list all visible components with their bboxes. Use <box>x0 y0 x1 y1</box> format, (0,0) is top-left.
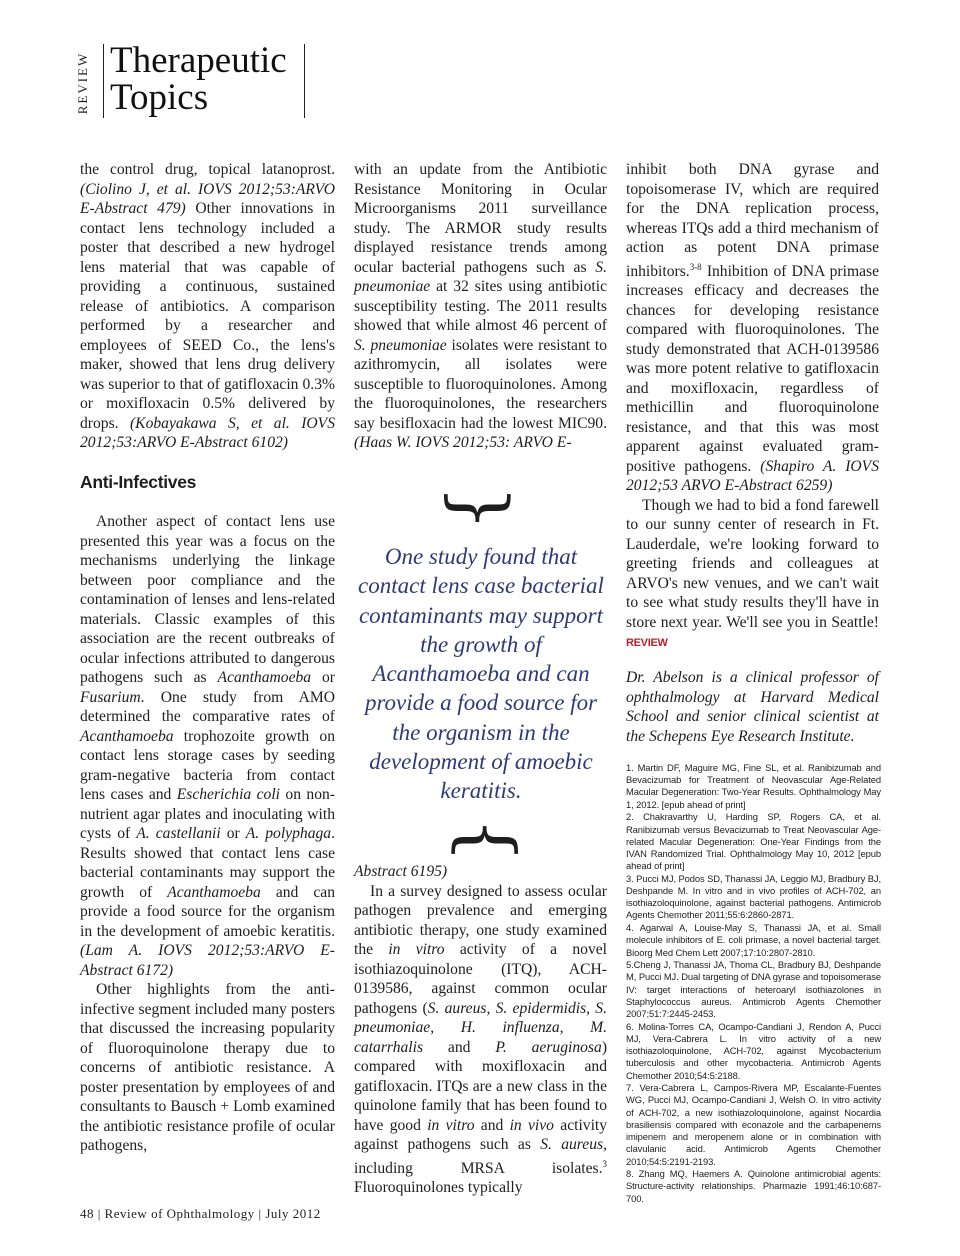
col2-paragraph-3 <box>354 882 607 1198</box>
pull-quote-text: One study found that contact lens case bacterial contaminants may support the growth of Acanthamoeba and can provide a food source for the organism in the development of amoebic keratitis. <box>358 544 604 804</box>
italic-term: S. aureus, S. epidermidis, S. pneumoniae, H. influenza, M. catarrhalis <box>354 999 607 1056</box>
superscript: 3-8 <box>689 261 702 272</box>
citation: (Kobayakawa S, et al. IOVS 2012;53:ARVO E-Abstract 6102) <box>80 414 335 451</box>
text-run: with an update from the Antibiotic Resistance Monitoring in Ocular Microorganisms 2011 surveillance study. The ARMOR study results displayed resistance trends among ocular bacterial pathogens such as <box>354 161 607 276</box>
page-footer: 48 | Review of Ophthalmology | July 2012 <box>80 1206 321 1221</box>
text-run: at 32 sites using antibiotic susceptibility testing. The 2011 results showed that while almost 46 percent of <box>354 278 607 334</box>
text-run: Though we had to bid a fond farewell to our sunny center of research in Ft. Lauderdale, we're looking forward to greeting friends and colleagues at ARVO's new venues, and we can't wait to see what study results they'll have in store next year. We'll see you in Seattle! <box>626 496 879 631</box>
references-list <box>626 762 881 1205</box>
text-run: and <box>474 1116 510 1134</box>
italic-term: in vivo <box>509 1116 554 1134</box>
text-run: Another aspect of contact lens use presented this year was a focus on the mechanisms underlying the linkage between poor compliance and the contamination of lenses and lens-related materials. Classic examples of this association are the recent outbreaks of ocular infections attributed to dangerous pathogens such as <box>80 513 335 686</box>
column-2 <box>354 160 607 453</box>
italic-term: S. pneumoniae <box>354 258 607 295</box>
citation: (Lam A. IOVS 2012;53:ARVO E-Abstract 6172) <box>80 942 335 979</box>
reference-item: 1. Martin DF, Maguire MG, Fine SL, et al. Ranibizumab and Bevacizumab for Treatment of Neovascular Age-Related Macular Degeneration: Two-Year Results. Ophthalmology May 1, 2012. [epub ahead of print] <box>626 762 881 810</box>
text-run: isolates were resistant to azithromycin, all isolates were susceptible to fluoroquinolones. Among the fluoroquinolones, the researchers say besifloxacin had the lowest MIC90. <box>354 336 608 432</box>
citation: (Haas W. IOVS 2012;53: ARVO E- <box>354 434 572 451</box>
superscript: 3 <box>602 1158 607 1169</box>
reference-item: 3. Pucci MJ, Podos SD, Thanassi JA, Leggio MJ, Bradbury BJ, Deshpande M. In vitro and in vivo profiles of ACH-702, an isothiazoloquinolone, against bacterial pathogens. Antimicrob Agents Chemother 2011;55:6:2860-2871. <box>626 872 881 921</box>
col3-paragraph-2 <box>626 496 879 654</box>
text-run: Fluoroquinolones typically <box>354 1179 523 1197</box>
header-divider-left <box>103 44 104 118</box>
reference-item: 4. Agarwal A, Louise-May S, Thanassi JA, et al. Small molecule inhibitors of E. coli primase, a novel bacterial target. Bioorg Med Chem Lett 2007;17:10:2807-2810. <box>626 922 881 958</box>
page-title <box>110 42 287 116</box>
page-title-line1: Therapeutic <box>110 40 287 81</box>
col1-paragraph-1 <box>80 160 335 453</box>
section-label-vertical <box>66 44 100 122</box>
text-run: inhibit both DNA gyrase and topoisomerase IV, which are required for the DNA replication process, whereas ITQs add a third mechanism of action as potent DNA primase inhibitors. <box>626 161 879 280</box>
italic-term: S. pneumoniae <box>354 336 447 354</box>
text-run: or <box>311 669 335 686</box>
section-label-text: REVIEW <box>75 51 90 115</box>
col2-paragraph-1 <box>354 160 607 453</box>
col1-paragraph-3: Other highlights from the anti-infective segment included many posters that discussed the increasing popularity of fluoroquinolone therapy due to concerns of antibiotic resistance. A poster presentation by employees of and consultants to Bausch + Lomb examined the antibiotic resistance profile of ocular pathogens, <box>80 981 335 1154</box>
reference-item: 5.Cheng J, Thanassi JA, Thoma CL, Bradbury BJ, Deshpande M, Pucci MJ. Dual targeting of DNA gyrase and topoisomerase IV: target interactions of heteroaryl isothiazolones in Staphylococcus aureus. Antimicrob Agents Chemother 2007;51:7:2445-2453. <box>626 959 881 1020</box>
italic-term: Acanthamoeba <box>217 669 312 686</box>
text-run: or <box>220 825 246 842</box>
italic-term: Escherichia coli <box>176 786 281 803</box>
italic-term: in vitro <box>388 941 445 958</box>
text-run: . Results showed that contact lens case bacterial contaminants may support the growth of <box>80 825 335 901</box>
text-run: and can provide a food source for the organism in the development of amoebic keratitis. <box>80 883 335 940</box>
text-run: and <box>423 1038 496 1056</box>
brace-bottom-icon: } <box>439 816 523 863</box>
italic-term: A. polyphaga <box>245 825 332 842</box>
page-title-line2: Topics <box>110 77 209 118</box>
column-2-continued <box>354 862 607 1198</box>
text-run: Inhibition of DNA primase increases efficacy and decreases the chances for developing resistance compared with fluoroquinolones. The study demonstrated that ACH-0139586 was more potent relative to gatifloxacin and moxifloxacin, regardless of methicillin and fluoroquinolone resistance, and that this was most apparent against evaluated gram-positive pathogens. <box>626 262 879 475</box>
text-run: , including MRSA isolates. <box>354 1136 607 1177</box>
section-heading: Anti-Infectives <box>80 471 197 492</box>
author-bio: Dr. Abelson is a clinical professor of ophthalmology at Harvard Medical School and senior clinical scientist at the Schepens Eye Research Institute. <box>626 669 879 745</box>
col2-paragraph-2 <box>354 862 607 882</box>
text-run: trophozoite growth on contact lens storage cases by seeding gram-negative bacteria from contact lens cases and <box>80 727 335 803</box>
citation: (Ciolino J, et al. IOVS 2012;53:ARVO E-Abstract 479) <box>80 180 335 217</box>
italic-term: in vitro <box>427 1116 475 1134</box>
text-run: on non-nutrient agar plates and inoculating with cysts of <box>80 786 335 842</box>
text-run: activity against pathogens such as <box>354 1116 608 1153</box>
reference-item: 2. Chakravarthy U, Harding SP, Rogers CA, et al. Ranibizumab versus Bevacizumab to Treat Neovascular Age-related Macular Degeneration: One-Year Findings from the IVAN Randomized Trial. Ophthalmology May 10, 2012 [epub ahead of print] <box>626 811 881 872</box>
col3-paragraph-1 <box>626 160 879 496</box>
pull-quote <box>352 478 610 870</box>
italic-term: S. aureus <box>540 1136 604 1153</box>
text-run: ) compared with moxifloxacin and gatifloxacin. ITQs are a new class in the quinolone family that has been found to have good <box>354 1038 608 1134</box>
italic-term: Fusarium <box>80 688 141 706</box>
text-run: activity of a novel isothiazoquinolone (ITQ), ACH-0139586, against common ocular pathogens ( <box>354 941 608 1017</box>
text-run: . One study from AMO determined the comparative rates of <box>80 688 335 725</box>
review-end-tag: REVIEW <box>626 637 668 650</box>
citation: (Shapiro A. IOVS 2012;53 ARVO E-Abstract 6259) <box>626 457 879 495</box>
reference-item: 8. Zhang MQ, Haemers A. Quinolone antimicrobial agents: Structure-activity relationships. Pharmazie 1991;46:10:687-700. <box>626 1168 881 1204</box>
column-1 <box>80 160 335 1156</box>
citation: Abstract 6195) <box>354 863 448 880</box>
italic-term: P. aeruginosa <box>495 1038 602 1056</box>
reference-item: 6. Molina-Torres CA, Ocampo-Candiani J, Rendon A, Pucci MJ, Vera-Cabrera L. In vitro activity of a new isothiazoloquinolone, ACH-702, against Mycobacterium tuberculosis and other mycobacteria. Antimicrob Agents Chemother 2010;54:5:2188. <box>626 1020 881 1081</box>
column-3 <box>626 160 879 654</box>
text-run: Other innovations in contact lens technology included a poster that described a new hydrogel lens material that was capable of providing a continuous, sustained release of antibiotics. A comparison performed by a researcher and employees of SEED Co., the lens's maker, showed that lens drug delivery was superior to that of gatifloxacin 0.3% or moxifloxacin 0.5% delivered by drops. <box>80 200 335 432</box>
col1-paragraph-2 <box>80 512 335 980</box>
italic-term: Acanthamoeba <box>167 883 261 901</box>
text-run: the control drug, topical latanoprost. <box>80 161 335 178</box>
italic-term: A. castellanii <box>136 825 221 842</box>
text-run: In a survey designed to assess ocular pathogen prevalence and emerging antibiotic therapy, one study examined the <box>354 882 607 958</box>
header-divider-right <box>304 44 305 118</box>
italic-term: Acanthamoeba <box>80 727 174 745</box>
brace-top-icon: } <box>439 485 523 531</box>
reference-item: 7. Vera-Cabrera L, Campos-Rivera MP, Escalante-Fuentes WG, Pucci MJ, Ocampo-Candiani J, Welsh O. In vitro activity of ACH-702, a new isothiazoloquinolone, against Nocardia brasiliensis compared with econazole and the carbapenems imipenem and meropenem alone or in combination with clavulanic acid. Antimicrob Agents Chemother 2010;54:5:2191-2193. <box>626 1082 881 1167</box>
